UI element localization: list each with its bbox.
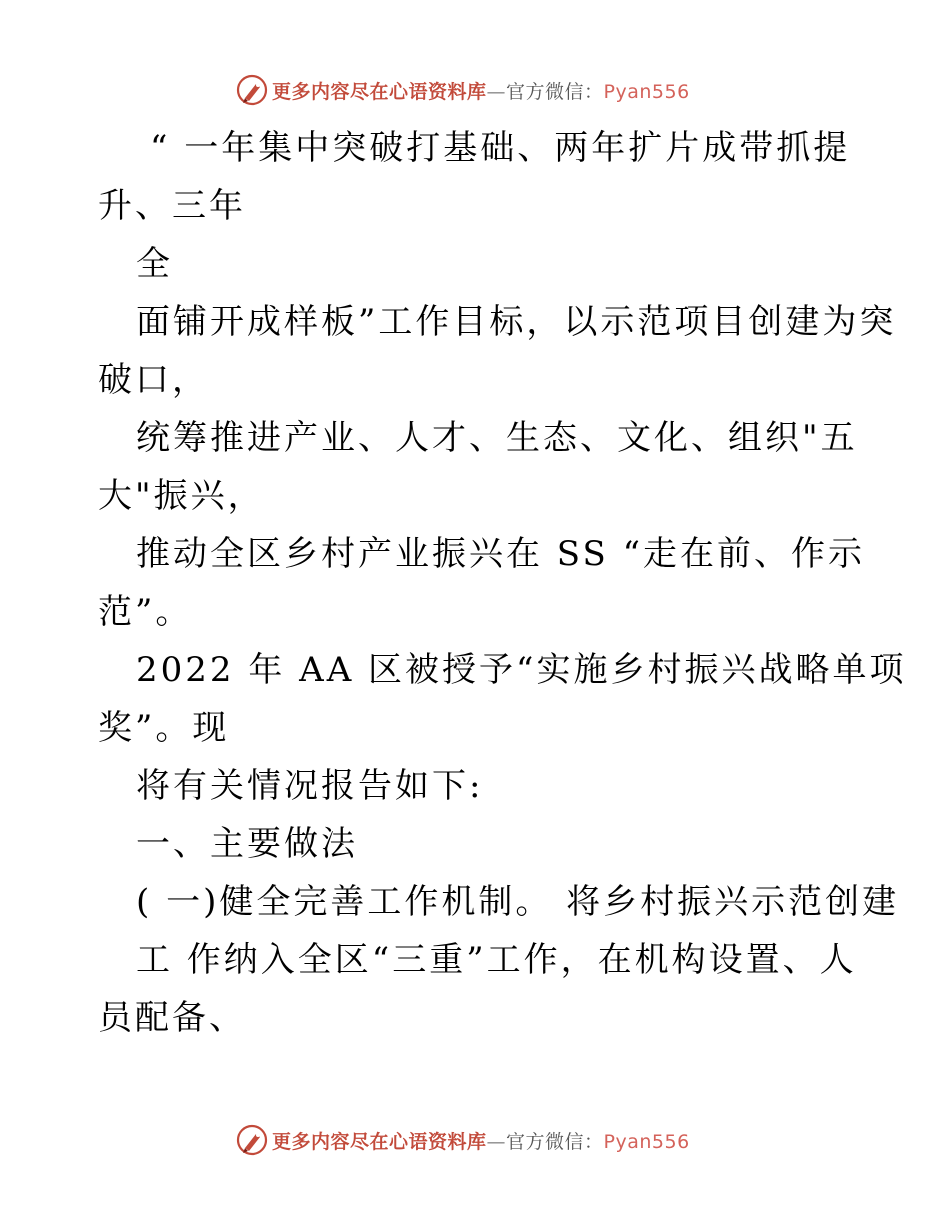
banner-official-label: 官方微信： <box>506 1130 604 1153</box>
banner-wechat-id: Pyan556 <box>603 1130 690 1153</box>
body-line: ( 一)健全完善工作机制。 将乡村振兴示范创建 <box>136 882 900 922</box>
banner-highlight: 更多内容尽在心语资料库 <box>272 80 487 103</box>
banner-wechat-id: Pyan556 <box>603 80 690 103</box>
body-line: 将有关情况报告如下: <box>136 766 484 806</box>
pen-circle-logo-icon <box>236 74 268 106</box>
body-line: 奖”。现 <box>98 708 230 748</box>
body-line: 大"振兴， <box>98 476 265 516</box>
body-line: 破口， <box>98 360 209 400</box>
body-line: “ 一年集中突破打基础、两年扩片成带抓提 <box>150 128 851 168</box>
banner-highlight: 更多内容尽在心语资料库 <box>272 1130 487 1153</box>
banner-dash: — <box>486 1130 507 1153</box>
header-banner <box>236 73 756 107</box>
section-heading: 一、主要做法 <box>136 824 358 864</box>
banner-text <box>272 77 690 104</box>
body-line: 推动全区乡村产业振兴在 SS “走在前、作示 <box>136 534 865 574</box>
body-line: 升、三年 <box>98 186 246 226</box>
footer-banner <box>236 1123 756 1157</box>
banner-dash: — <box>486 80 507 103</box>
body-line: 面铺开成样板”工作目标，以示范项目创建为突 <box>136 302 897 342</box>
body-line: 范”。 <box>98 592 193 632</box>
body-line: 工 作纳入全区“三重”工作，在机构设置、人 <box>136 940 857 980</box>
banner-official-label: 官方微信： <box>506 80 604 103</box>
body-line: 全 <box>136 244 173 284</box>
pen-circle-logo-icon <box>236 1124 268 1156</box>
body-line: 员配备、 <box>98 998 246 1038</box>
banner-text <box>272 1127 690 1154</box>
body-line: 2022 年 AA 区被授予“实施乡村振兴战略单项 <box>136 650 907 690</box>
body-line: 统筹推进产业、人才、生态、文化、组织"五 <box>136 418 858 458</box>
